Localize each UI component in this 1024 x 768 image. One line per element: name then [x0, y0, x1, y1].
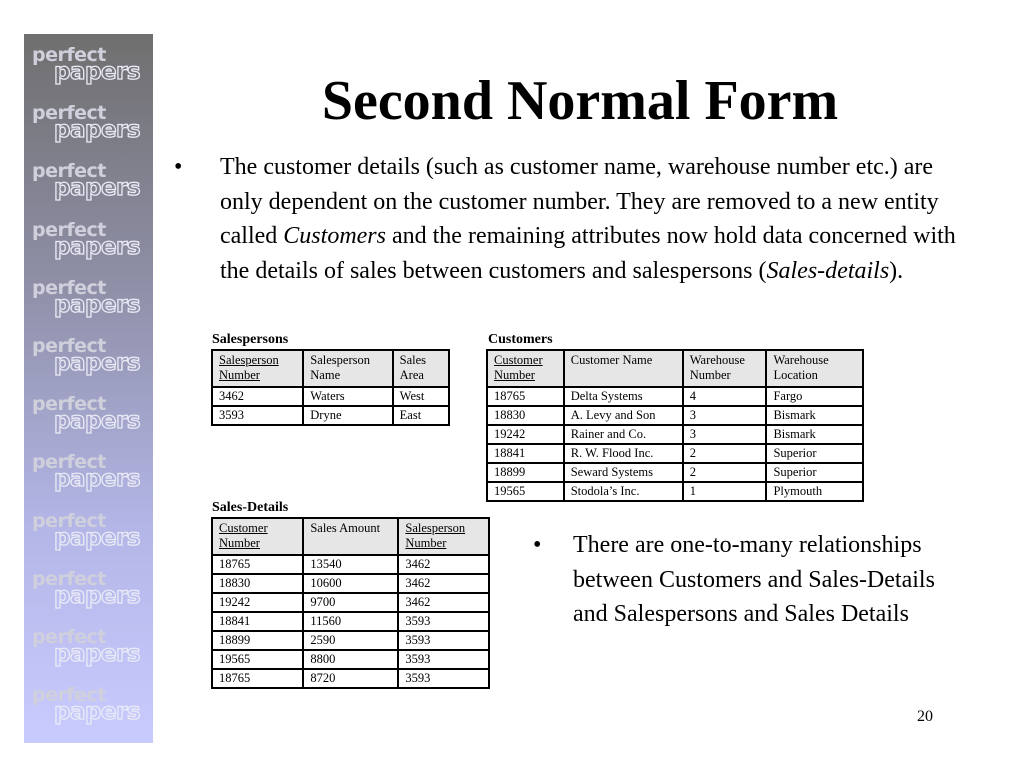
- emphasis-sales-details: Sales-details: [766, 257, 890, 284]
- table-header-row: [487, 350, 863, 387]
- table-cell: 3593: [212, 406, 303, 425]
- logo-word-perfect: perfect: [32, 335, 106, 357]
- column-header: Warehouse Location: [766, 350, 863, 387]
- table-cell: R. W. Flood Inc.: [564, 444, 683, 463]
- table-cell: 19242: [212, 593, 303, 612]
- table-cell: West: [393, 387, 449, 406]
- logo-word-papers: papers: [54, 641, 141, 667]
- sales-details-table: [211, 517, 490, 689]
- logo-word-perfect: perfect: [32, 509, 106, 532]
- logo-word-papers: papers: [54, 524, 141, 551]
- bullet-text: [220, 150, 960, 288]
- salespersons-table: [211, 349, 450, 426]
- table-row: [212, 406, 449, 425]
- table-cell: 1: [683, 482, 767, 501]
- logo-word-papers: papers: [54, 175, 141, 202]
- perfect-papers-logo: [30, 626, 148, 670]
- table-cell: Fargo: [766, 387, 863, 406]
- table-cell: 3462: [398, 593, 489, 612]
- table-cell: 18841: [212, 612, 303, 631]
- slide-title: Second Normal Form: [321, 70, 839, 132]
- logo-word-perfect: perfect: [32, 451, 106, 474]
- table-cell: 4: [683, 387, 767, 406]
- logo-word-papers: papers: [54, 233, 141, 260]
- perfect-papers-logo: [30, 684, 148, 728]
- bullet-marker: •: [533, 532, 542, 558]
- perfect-papers-logo: [30, 393, 148, 437]
- logo-word-papers: papers: [54, 291, 141, 318]
- logo-word-perfect: perfect: [32, 393, 106, 416]
- table-row: [487, 444, 863, 463]
- column-header: Customer Number: [487, 350, 564, 387]
- emphasis-customers: Customers: [283, 223, 386, 249]
- logo-word-papers: papers: [54, 699, 141, 726]
- table-row: [487, 406, 863, 425]
- table-cell: 3593: [398, 650, 489, 669]
- table-row: [487, 387, 863, 406]
- table-row: [212, 631, 489, 650]
- table-cell: 18830: [212, 574, 303, 593]
- bullet-text-part: ).: [889, 257, 904, 284]
- column-header: Sales Area: [393, 350, 449, 387]
- table-cell: 3: [683, 406, 767, 425]
- table-row: [212, 555, 489, 574]
- logo-word-papers: papers: [54, 582, 141, 609]
- table-cell: 18899: [212, 631, 303, 650]
- table-cell: 11560: [303, 612, 398, 631]
- column-header: Salesperson Number: [398, 518, 489, 555]
- logo-word-perfect: perfect: [32, 276, 106, 299]
- bullet-relationships: [533, 528, 963, 668]
- table-cell: East: [393, 406, 449, 425]
- table-cell: 19565: [212, 650, 303, 669]
- logo-word-papers: papers: [54, 59, 141, 85]
- perfect-papers-logo: [30, 510, 148, 554]
- column-header: Customer Name: [564, 350, 683, 387]
- table-cell: 19242: [487, 425, 564, 444]
- logo-word-perfect: perfect: [32, 160, 106, 183]
- bullet-text-part: and the remaining attributes now hold data concerned with the details of sales between customers and salespersons (: [220, 223, 956, 284]
- column-header: Sales Amount: [303, 518, 398, 555]
- perfect-papers-logo: [30, 335, 148, 379]
- table-cell: 10600: [303, 574, 398, 593]
- sidebar-logo-band: [24, 34, 153, 743]
- table-row: [212, 612, 489, 631]
- logo-word-papers: papers: [54, 408, 141, 435]
- sales-details-caption: Sales-Details: [212, 500, 289, 515]
- table-cell: 3593: [398, 669, 489, 688]
- table-cell: 18899: [487, 463, 564, 482]
- customers-caption: Customers: [488, 332, 553, 347]
- logo-word-perfect: perfect: [32, 567, 106, 590]
- table-cell: 2: [683, 444, 767, 463]
- table-cell: Superior: [766, 463, 863, 482]
- table-cell: Plymouth: [766, 482, 863, 501]
- logo-word-perfect: perfect: [32, 102, 106, 125]
- column-header: Salesperson Number: [212, 350, 303, 387]
- table-cell: 3462: [398, 555, 489, 574]
- bullet-text: There are one-to-many relationships between Customers and Sales-Details and Salespersons and Sales Details: [573, 532, 935, 627]
- table-cell: Delta Systems: [564, 387, 683, 406]
- bullet-text-part: The customer details (such as customer name, warehouse number etc.) are only dependent on the customer number. They are removed to a new entity called: [220, 154, 939, 249]
- table-row: [212, 593, 489, 612]
- table-row: [212, 574, 489, 593]
- table-cell: 9700: [303, 593, 398, 612]
- perfect-papers-logo: [30, 451, 148, 495]
- table-cell: 13540: [303, 555, 398, 574]
- table-cell: 8800: [303, 650, 398, 669]
- table-cell: Rainer and Co.: [564, 425, 683, 444]
- table-cell: 18765: [487, 387, 564, 406]
- table-cell: 2590: [303, 631, 398, 650]
- table-row: [212, 669, 489, 688]
- table-cell: Bismark: [766, 425, 863, 444]
- table-cell: 19565: [487, 482, 564, 501]
- table-cell: 18841: [487, 444, 564, 463]
- table-cell: 3462: [212, 387, 303, 406]
- table-row: [212, 650, 489, 669]
- customers-table: [486, 349, 864, 502]
- table-cell: Stodola’s Inc.: [564, 482, 683, 501]
- table-cell: Waters: [303, 387, 392, 406]
- perfect-papers-logo: [30, 219, 148, 263]
- table-cell: 18765: [212, 669, 303, 688]
- column-header: Warehouse Number: [683, 350, 767, 387]
- table-cell: Seward Systems: [564, 463, 683, 482]
- table-cell: 2: [683, 463, 767, 482]
- logo-word-perfect: perfect: [32, 218, 106, 241]
- column-header: Salesperson Name: [303, 350, 392, 387]
- perfect-papers-logo: [30, 277, 148, 321]
- logo-word-perfect: perfect: [32, 626, 106, 648]
- table-cell: 18765: [212, 555, 303, 574]
- perfect-papers-logo: [30, 44, 148, 88]
- bullet-customer-details: [174, 150, 964, 320]
- table-row: [487, 482, 863, 501]
- table-cell: 3462: [398, 574, 489, 593]
- table-cell: A. Levy and Son: [564, 406, 683, 425]
- perfect-papers-logo: [30, 160, 148, 204]
- table-cell: 3593: [398, 631, 489, 650]
- table-cell: Superior: [766, 444, 863, 463]
- table-header-row: [212, 350, 449, 387]
- table-header-row: [212, 518, 489, 555]
- logo-word-papers: papers: [54, 117, 141, 144]
- table-cell: 18830: [487, 406, 564, 425]
- table-row: [487, 463, 863, 482]
- logo-word-papers: papers: [54, 466, 141, 493]
- table-cell: 8720: [303, 669, 398, 688]
- table-cell: 3: [683, 425, 767, 444]
- column-header: Customer Number: [212, 518, 303, 555]
- perfect-papers-logo: [30, 568, 148, 612]
- table-row: [212, 387, 449, 406]
- table-cell: Bismark: [766, 406, 863, 425]
- salespersons-caption: Salespersons: [212, 332, 289, 347]
- logo-word-perfect: perfect: [32, 684, 106, 707]
- page-number: 20: [917, 708, 933, 725]
- logo-word-perfect: perfect: [32, 44, 106, 66]
- table-row: [487, 425, 863, 444]
- table-cell: 3593: [398, 612, 489, 631]
- bullet-marker: •: [174, 154, 183, 180]
- perfect-papers-logo: [30, 102, 148, 146]
- logo-word-papers: papers: [54, 350, 141, 376]
- table-cell: Dryne: [303, 406, 392, 425]
